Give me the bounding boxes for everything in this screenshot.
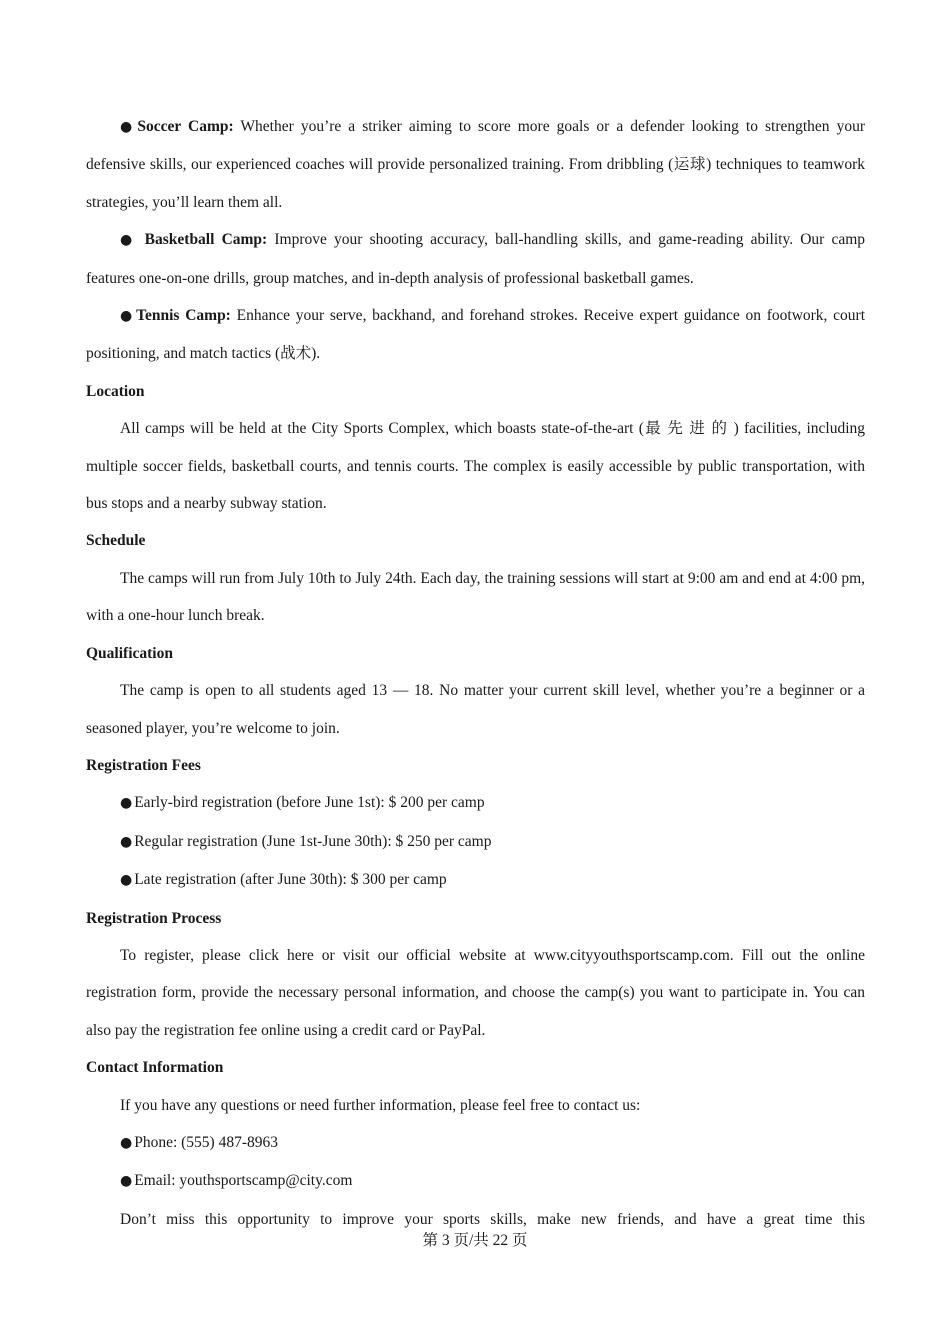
contact-email: ● Email: youthsportscamp@city.com (120, 1172, 353, 1190)
bullet-icon: ● (120, 232, 136, 249)
location-text: All camps will be held at the City Sports Complex, which boasts state-of-the-art (最 先 进 的 ) facilities, including multiple soccer fields, basketball courts, and tennis courts. The complex is easily accessible by public transportation, with bus stops and a nearby subway station. (86, 420, 865, 513)
bullet-icon: ● (120, 1134, 133, 1151)
closing-text: Don’t miss this opportunity to improve your sports skills, make new friends, and have a great time this (120, 1210, 865, 1228)
process-text: To register, please click here or visit our official website at www.cityyouthsportscamp.com. Fill out the online registration form, provide the necessary personal information, and choose the camp(s) you want to participate in. You can also pay the registration fee online using a credit card or PayPal. (86, 946, 865, 1039)
bullet-icon: ● (120, 833, 133, 850)
process-heading: Registration Process (86, 909, 222, 927)
fee-item: ● Early-bird registration (before June 1st): $ 200 per camp (120, 794, 485, 812)
camp-name: Basketball Camp: (144, 231, 268, 249)
qualification-text: The camp is open to all students aged 13 — 18. No matter your current skill level, whether you’re a beginner or a seasoned player, you’re welcome to join. (86, 682, 865, 737)
schedule-text: The camps will run from July 10th to July 24th. Each day, the training sessions will start at 9:00 am and end at 4:00 pm, with a one-hour lunch break. (86, 569, 865, 625)
bullet-icon: ● (120, 1173, 133, 1190)
camp-name: Soccer Camp: (137, 118, 234, 135)
camp-name: Tennis Camp: (136, 307, 231, 325)
camp-description: Improve your shooting accuracy, ball-handling skills, and game-reading ability. Our camp features one-on-one drills, group matches, and in-depth analysis of professional basketball games. (86, 231, 866, 287)
schedule-heading: Schedule (86, 532, 146, 550)
fees-heading: Registration Fees (86, 756, 201, 774)
camp-tennis (86, 297, 865, 373)
contact-intro: If you have any questions or need further information, please feel free to contact us: (120, 1096, 641, 1114)
location-heading: Location (86, 382, 145, 400)
camp-basketball (86, 221, 865, 297)
camp-description: Whether you’re a striker aiming to score more goals or a defender looking to strengthen your defensive skills, our experienced coaches will provide personalized training. From dribbling (运球) techniques to teamwork strategies, you’ll learn them all. (86, 118, 865, 211)
bullet-icon: ● (120, 872, 133, 889)
camp-soccer (86, 108, 865, 221)
bullet-icon: ● (120, 119, 136, 135)
bullet-icon: ● (120, 795, 133, 812)
bullet-icon: ● (120, 308, 135, 325)
contact-heading: Contact Information (86, 1059, 224, 1077)
fee-item: ● Regular registration (June 1st-June 30th): $ 250 per camp (120, 832, 492, 850)
contact-phone: ● Phone: (555) 487-8963 (120, 1133, 279, 1151)
fee-item: ● Late registration (after June 30th): $ 300 per camp (120, 871, 447, 889)
document-body (86, 108, 865, 1238)
qualification-heading: Qualification (86, 644, 173, 662)
page-number-footer: 第 3 页/共 22 页 (422, 1232, 528, 1249)
camp-description: Enhance your serve, backhand, and forehand strokes. Receive expert guidance on footwork, court positioning, and match tactics (战术). (86, 307, 866, 363)
